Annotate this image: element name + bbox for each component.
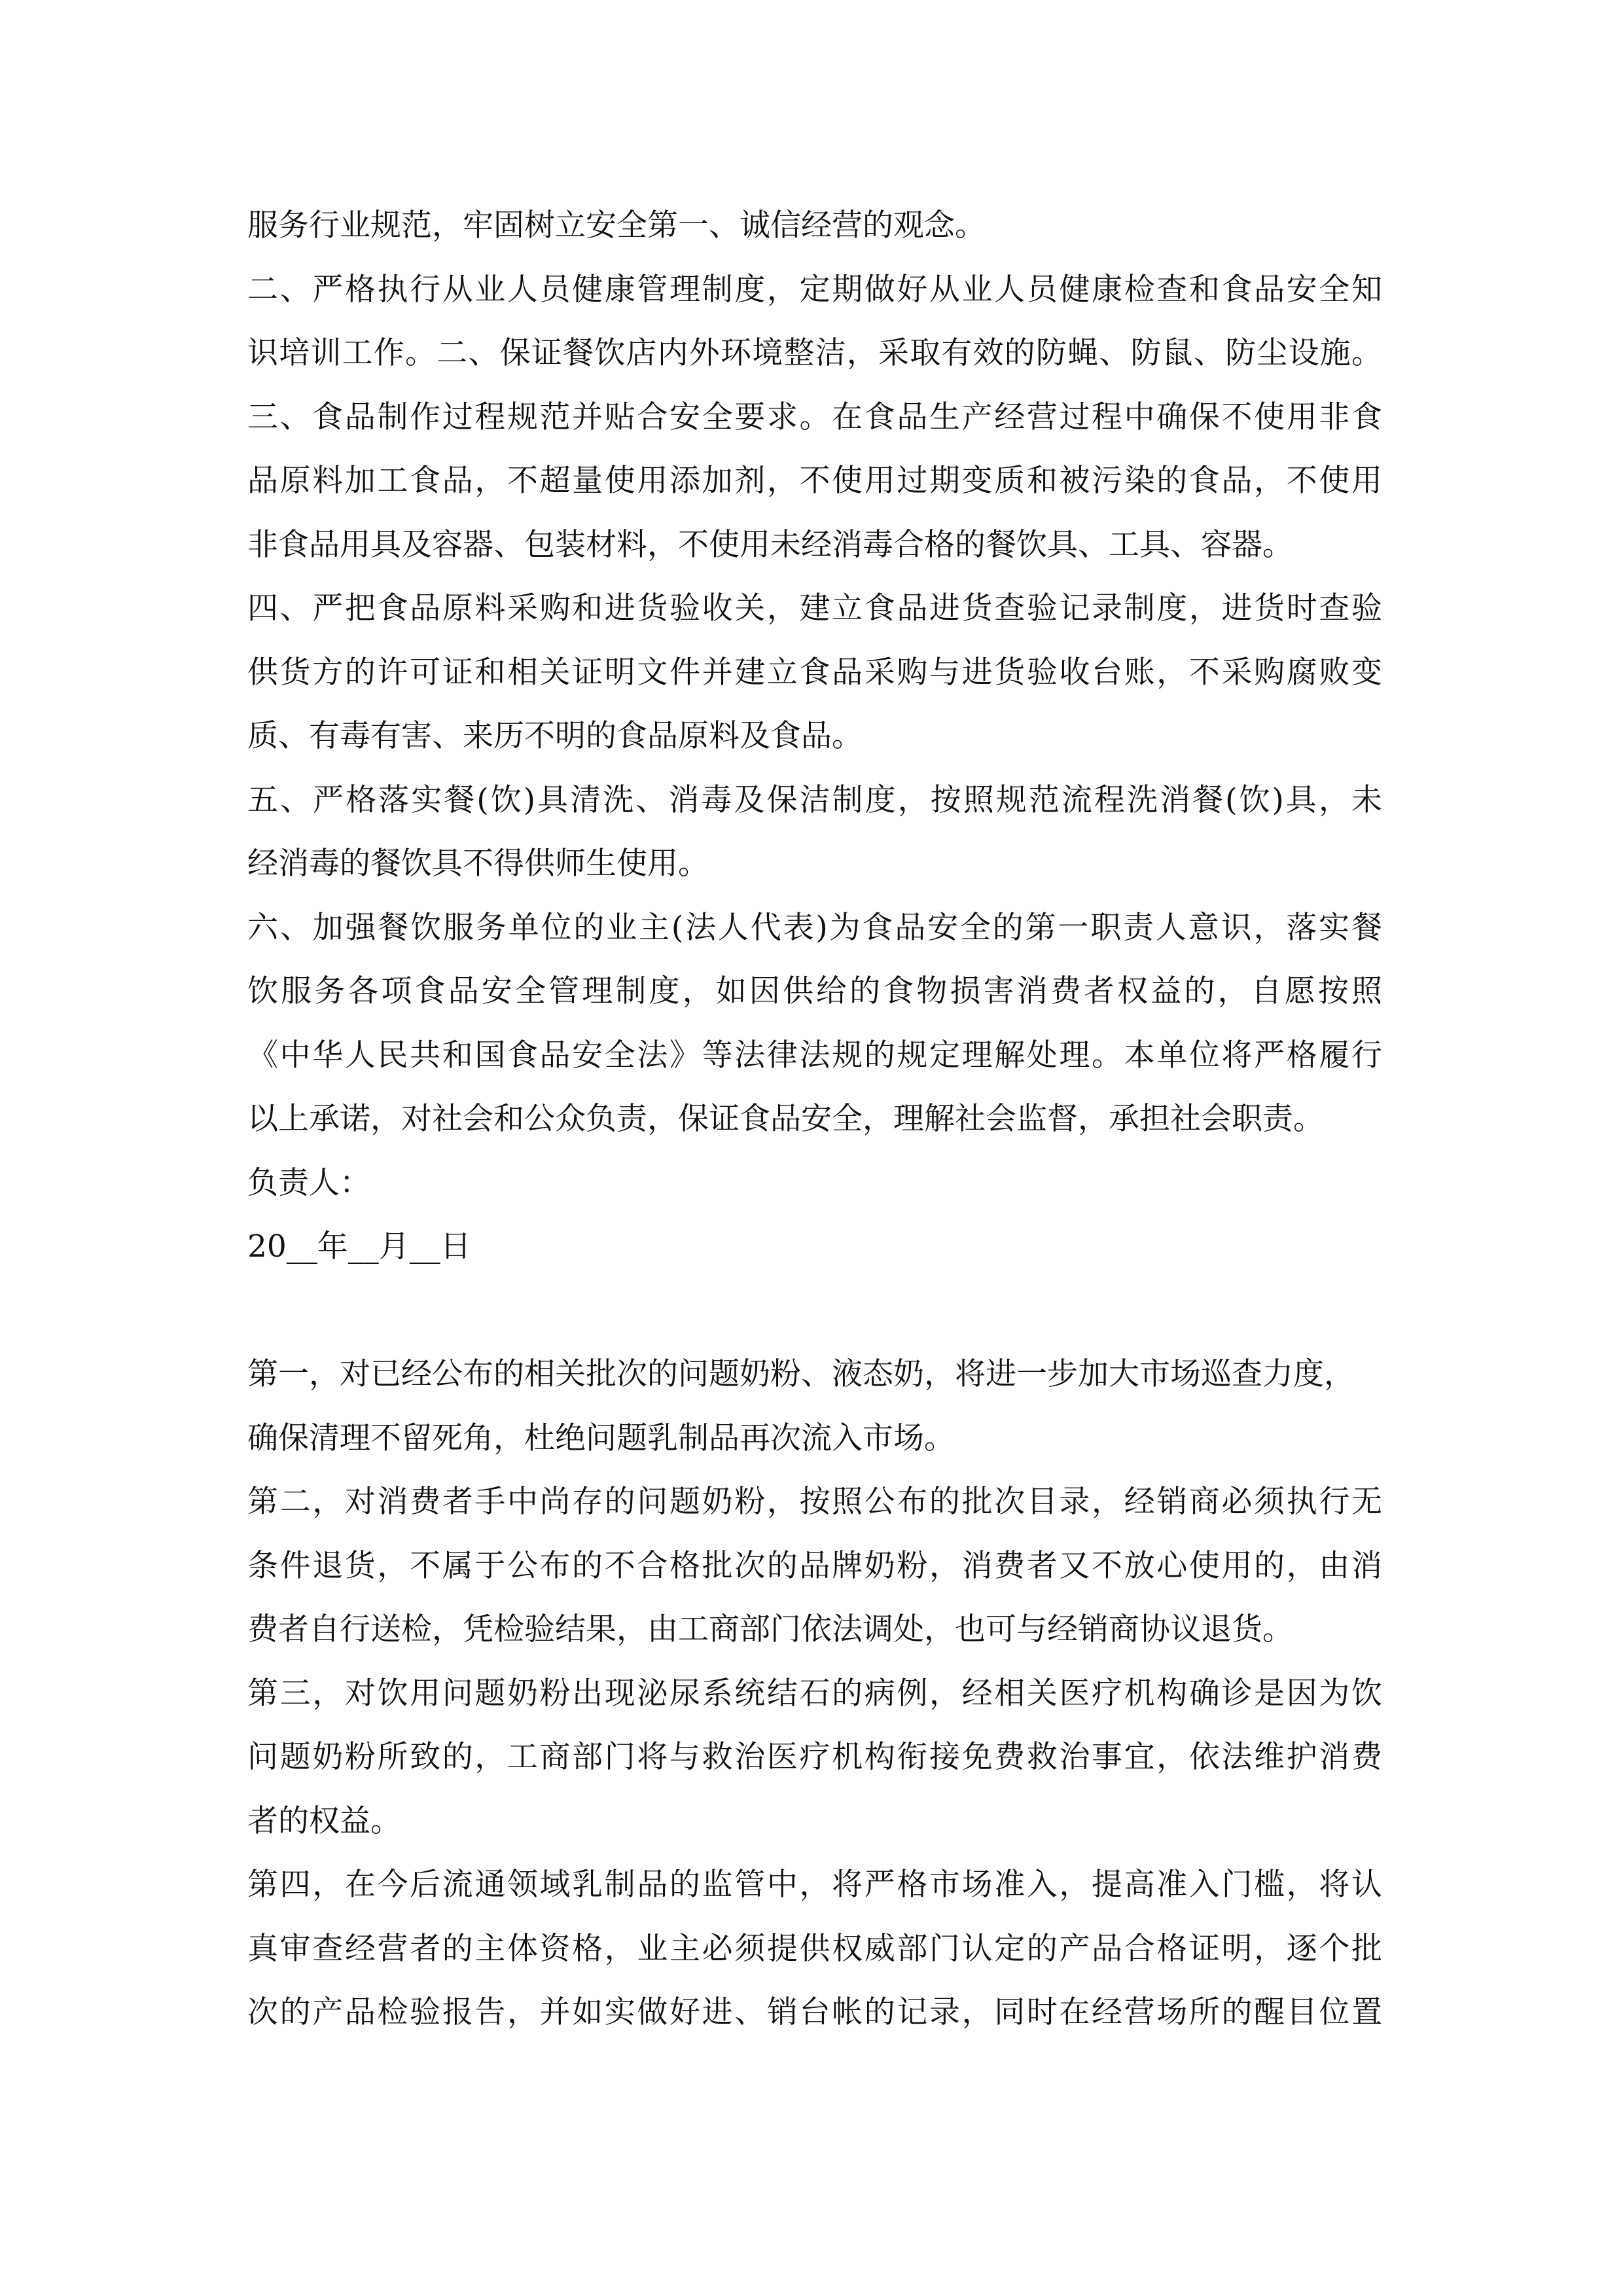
text-line: 识培训工作。二、保证餐饮店内外环境整洁，采取有效的防蝇、防鼠、防尘设施。 xyxy=(247,335,1382,371)
text-line: 真审查经营者的主体资格，业主必须提供权威部门认定的产品合格证明，逐个批 xyxy=(247,1930,1382,1967)
document-body xyxy=(247,194,1382,2045)
text-line: 第三，对饮用问题奶粉出现泌尿系统结石的病例，经相关医疗机构确诊是因为饮 xyxy=(247,1675,1382,1712)
text-line: 费者自行送检，凭检验结果，由工商部门依法调处，也可与经销商协议退货。 xyxy=(247,1611,1293,1647)
text-line: 饮服务各项食品安全管理制度，如因供给的食物损害消费者权益的，自愿按照 xyxy=(247,973,1382,1009)
text-line: 条件退货，不属于公布的不合格批次的品牌奶粉，消费者又不放心使用的，由消 xyxy=(247,1547,1382,1584)
date-line: 20__年__月__日 xyxy=(247,1229,471,1265)
text-line: 三、食品制作过程规范并贴合安全要求。在食品生产经营过程中确保不使用非食 xyxy=(247,399,1382,435)
commitment-section xyxy=(247,194,1382,1279)
text-line: 非食品用具及容器、包装材料，不使用未经消毒合格的餐饮具、工具、容器。 xyxy=(247,526,1293,563)
dairy-measures-section xyxy=(247,1342,1382,2045)
text-line: 第四，在今后流通领域乳制品的监管中，将严格市场准入，提高准入门槛，将认 xyxy=(247,1867,1382,1903)
text-line: 者的权益。 xyxy=(247,1803,401,1839)
text-line: 经消毒的餐饮具不得供师生使用。 xyxy=(247,846,709,882)
text-line: 确保清理不留死角，杜绝问题乳制品再次流入市场。 xyxy=(247,1420,955,1456)
text-line: 次的产品检验报告，并如实做好进、销台帐的记录，同时在经营场所的醒目位置 xyxy=(247,1994,1382,2030)
text-line: 第二，对消费者手中尚存的问题奶粉，按照公布的批次目录，经销商必须执行无 xyxy=(247,1484,1382,1520)
text-line: 服务行业规范，牢固树立安全第一、诚信经营的观念。 xyxy=(247,207,986,243)
text-line: 《中华人民共和国食品安全法》等法律法规的规定理解处理。本单位将严格履行 xyxy=(247,1037,1382,1073)
text-line: 问题奶粉所致的，工商部门将与救治医疗机构衔接免费救治事宜，依法维护消费 xyxy=(247,1739,1382,1775)
text-line: 五、严格落实餐(饮)具清洗、消毒及保洁制度，按照规范流程洗消餐(饮)具，未 xyxy=(247,781,1382,818)
section-gap xyxy=(247,1279,1382,1343)
text-line: 二、严格执行从业人员健康管理制度，定期做好从业人员健康检查和食品安全知 xyxy=(247,271,1382,308)
text-line: 四、严把食品原料采购和进货验收关，建立食品进货查验记录制度，进货时查验 xyxy=(247,590,1382,626)
text-line: 以上承诺，对社会和公众负责，保证食品安全，理解社会监督，承担社会职责。 xyxy=(247,1101,1324,1137)
text-line: 六、加强餐饮服务单位的业主(法人代表)为食品安全的第一职责人意识，落实餐 xyxy=(247,909,1382,946)
text-line: 质、有毒有害、来历不明的食品原料及食品。 xyxy=(247,718,863,754)
text-line: 品原料加工食品，不超量使用添加剂，不使用过期变质和被污染的食品，不使用 xyxy=(247,463,1382,499)
text-line: 供货方的许可证和相关证明文件并建立食品采购与进货验收台账，不采购腐败变 xyxy=(247,654,1382,691)
text-line: 第一，对已经公布的相关批次的问题奶粉、液态奶，将进一步加大市场巡查力度， xyxy=(247,1356,1355,1392)
signature-label: 负责人： xyxy=(247,1164,370,1201)
